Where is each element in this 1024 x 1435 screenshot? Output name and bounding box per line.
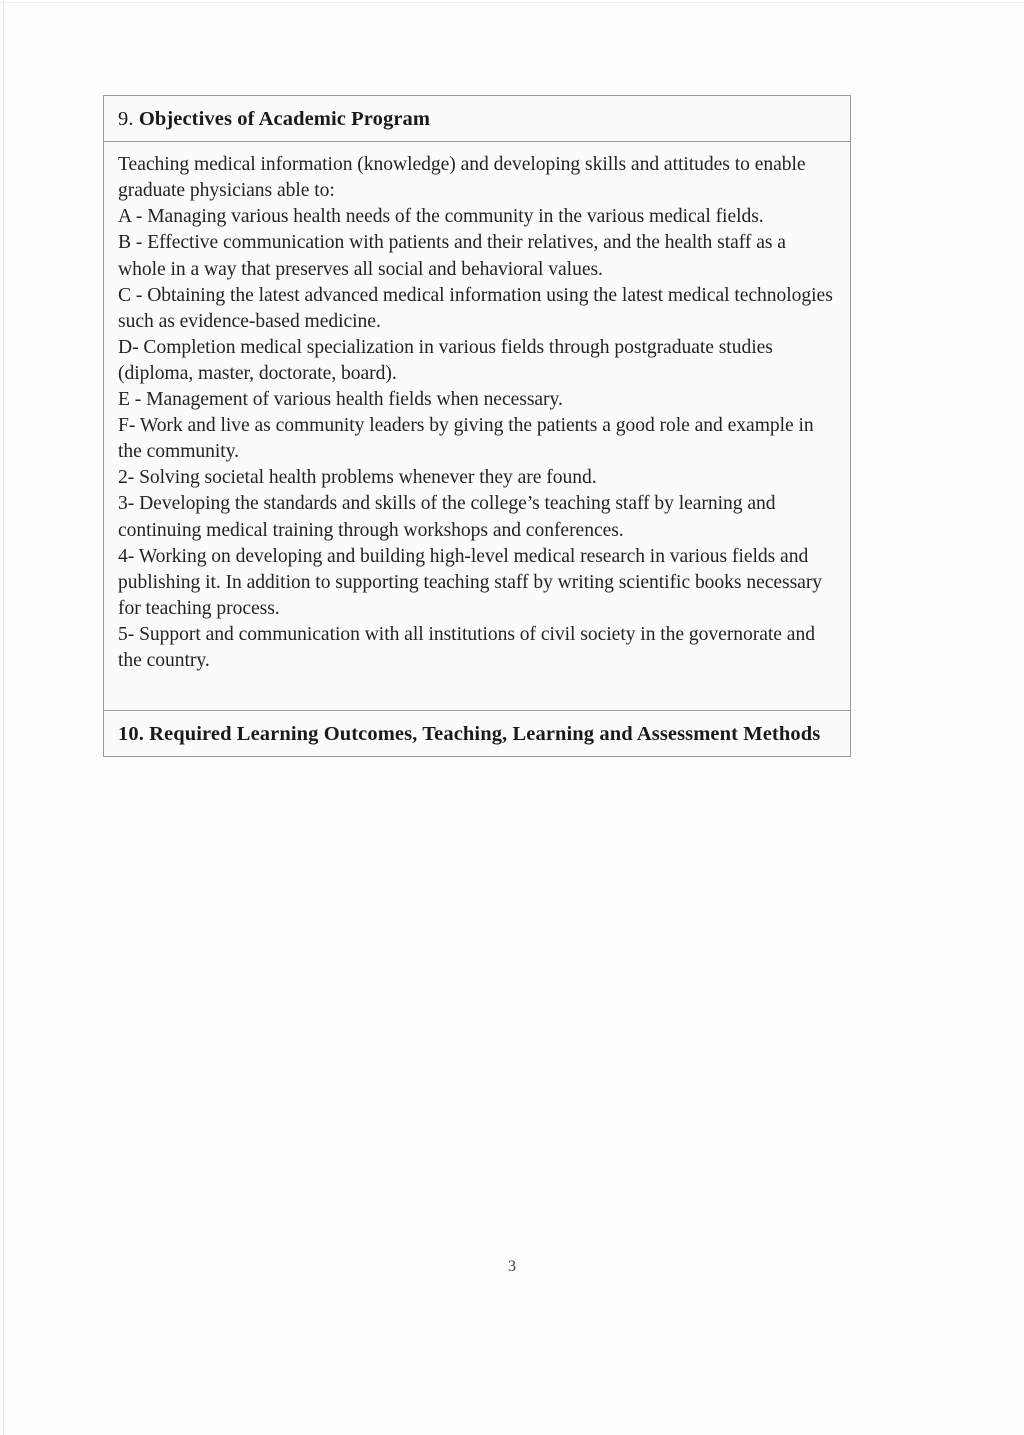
- page-number: 3: [508, 1258, 516, 1275]
- section-9-body-row: [104, 142, 851, 711]
- body-line: the community.: [118, 441, 240, 463]
- body-line: continuing medical training through workshops and conferences.: [118, 519, 624, 541]
- body-line: such as evidence-based medicine.: [118, 310, 381, 332]
- body-line: 4- Working on developing and building high-level medical research in various fields and: [118, 545, 809, 567]
- body-line: publishing it. In addition to supporting teaching staff by writing scientific books necessary: [118, 571, 823, 593]
- body-line: E - Management of various health fields when necessary.: [118, 389, 563, 411]
- body-line: D- Completion medical specialization in various fields through postgraduate studies: [118, 336, 773, 358]
- section-9-number: 9.: [118, 108, 134, 130]
- body-line: graduate physicians able to:: [118, 180, 335, 202]
- body-line: B - Effective communication with patients and their relatives, and the health staff as a: [118, 232, 786, 254]
- body-line: whole in a way that preserves all social and behavioral values.: [118, 258, 603, 280]
- section-10-heading: [104, 711, 851, 757]
- body-line: for teaching process.: [118, 597, 280, 619]
- section-10-title: 10. Required Learning Outcomes, Teaching, Learning and Assessment Methods: [118, 723, 821, 746]
- section-10-header-row: [104, 711, 851, 757]
- scan-edge-left: [3, 0, 4, 1435]
- section-9-header-row: [104, 96, 851, 142]
- program-objectives-table: [103, 95, 851, 757]
- section-9-heading: [104, 96, 851, 142]
- body-line: 3- Developing the standards and skills of the college’s teaching staff by learning and: [118, 493, 776, 515]
- body-line: A - Managing various health needs of the community in the various medical fields.: [118, 206, 764, 228]
- body-line: 5- Support and communication with all institutions of civil society in the governorate and: [118, 623, 815, 645]
- body-line: Teaching medical information (knowledge) and developing skills and attitudes to enable: [118, 154, 806, 176]
- body-line: 2- Solving societal health problems whenever they are found.: [118, 467, 597, 489]
- body-line: C - Obtaining the latest advanced medical information using the latest medical technologies: [118, 284, 833, 306]
- body-line: the country.: [118, 649, 210, 671]
- section-9-body: [104, 142, 851, 711]
- scan-edge-top: [0, 2, 1024, 3]
- body-line: F- Work and live as community leaders by giving the patients a good role and example in: [118, 415, 814, 437]
- section-9-title: Objectives of Academic Program: [138, 108, 431, 130]
- body-line: (diploma, master, doctorate, board).: [118, 362, 397, 384]
